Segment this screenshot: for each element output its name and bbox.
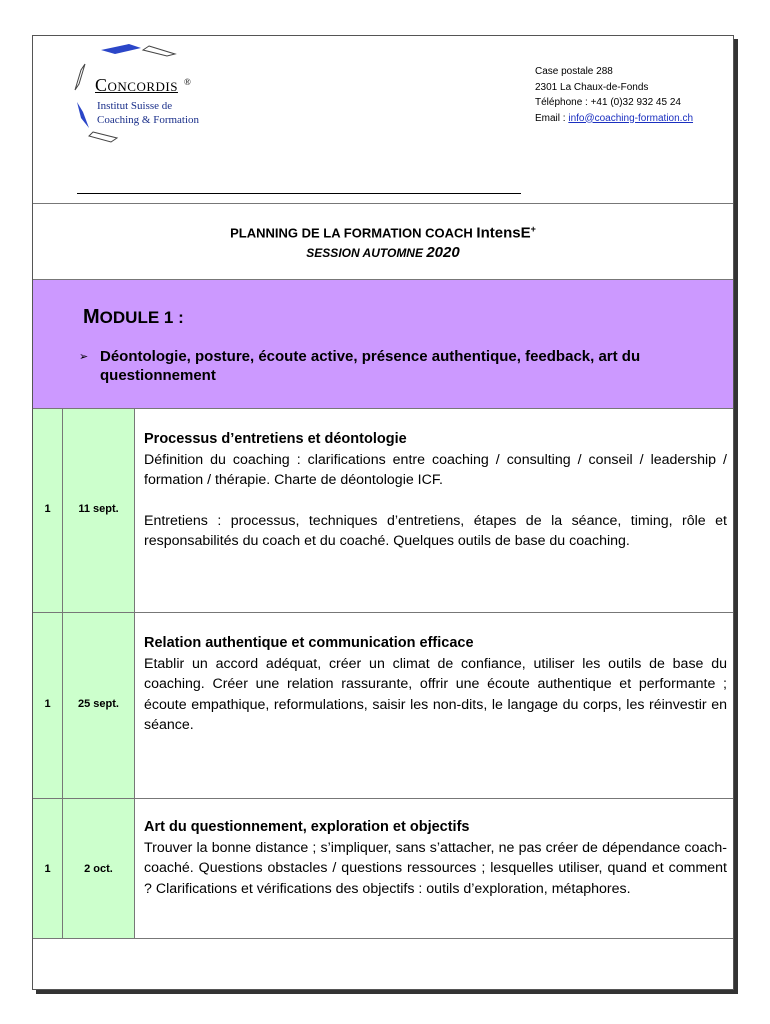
- contact-block: [535, 64, 693, 126]
- module-title-rest: ODULE 1 :: [99, 308, 184, 327]
- date-cell: [63, 409, 135, 612]
- letterhead: [33, 36, 733, 204]
- date-cell: [63, 799, 135, 938]
- contact-email: [535, 111, 693, 127]
- date-cell: [63, 613, 135, 798]
- session-date: 25 sept.: [78, 698, 119, 710]
- module-number: 1: [44, 863, 51, 875]
- module-title: [83, 306, 184, 329]
- session-description: Etablir un accord adéquat, créer un climat de confiance, utiliser les outils de base du coaching. Créer une relation rassurante, offrir une écoute authentique et performante ; écoute empathique, reformulations, saisir les non-dits, le langage du corps, les réinvestir en séance.: [144, 655, 727, 733]
- title-prefix: PLANNING DE LA FORMATION COACH: [230, 225, 477, 241]
- schedule-row: [33, 799, 733, 939]
- module-number: 1: [44, 503, 51, 515]
- session-content: [144, 633, 727, 736]
- module-banner: [33, 280, 733, 409]
- module-number: 1: [44, 698, 51, 710]
- session-year: 2020: [426, 244, 460, 261]
- module-title-initial: M: [83, 306, 100, 328]
- module-topic: Déontologie, posture, écoute active, présence authentique, feedback, art du questionnement: [100, 348, 641, 384]
- logo-wordmark: [95, 75, 191, 96]
- session-content: [144, 817, 727, 899]
- session-heading: Relation authentique et communication efficace: [144, 635, 474, 651]
- document-page: [32, 35, 734, 990]
- session-content: [144, 429, 727, 552]
- session-description: Définition du coaching : clarifications entre coaching / consulting / conseil / leadership / formation / thérapie. Charte de déontologie ICF.: [144, 451, 727, 488]
- title-line1: [33, 224, 733, 241]
- session-date: 11 sept.: [78, 503, 119, 515]
- logo-graphic: [71, 42, 271, 152]
- session-heading: Processus d’entretiens et déontologie: [144, 431, 407, 447]
- module-number-cell: [33, 799, 63, 938]
- schedule-row: [33, 409, 733, 613]
- session-description: Trouver la bonne distance ; s’impliquer, sans s’attacher, ne pas créer de dépendance coach-coaché. Questions obstacles / questions ressources ; lesquelles utiliser, quand et comment ? Clarifications et vérifications des objectifs : outils d’exploration, métaphores.: [144, 839, 727, 897]
- title-sup: +: [530, 224, 536, 234]
- contact-phone: Téléphone : +41 (0)32 932 45 24: [535, 97, 681, 108]
- schedule-row: [33, 613, 733, 799]
- contact-city: 2301 La Chaux-de-Fonds: [535, 81, 649, 93]
- module-number-cell: [33, 613, 63, 798]
- email-link[interactable]: info@coaching-formation.ch: [568, 112, 694, 124]
- session-date: 2 oct.: [84, 863, 113, 875]
- session-label: SESSION AUTOMNE: [306, 246, 427, 260]
- header-divider: [77, 193, 521, 194]
- title-line2: [33, 244, 733, 261]
- logo-subtitle-line2: Coaching & Formation: [97, 114, 200, 126]
- session-heading: Art du questionnement, exploration et objectifs: [144, 819, 470, 835]
- session-description-2: Entretiens : processus, techniques d’entretiens, étapes de la séance, timing, rôle et responsabilités du coach et du coaché. Quelques outils de base du coaching.: [144, 512, 727, 549]
- empty-footer-row: [33, 938, 733, 989]
- title-brand: IntensE: [476, 224, 531, 242]
- logo-wordmark-text: Concordis: [95, 75, 178, 95]
- document-title: [33, 204, 733, 280]
- registered-mark: ®: [183, 77, 192, 88]
- arrow-bullet-icon: ➢: [79, 351, 89, 363]
- contact-postbox: Case postale 288: [535, 66, 613, 77]
- logo-subtitle-line1: Institut Suisse de: [97, 100, 173, 112]
- email-label: Email :: [535, 112, 569, 124]
- module-number-cell: [33, 409, 63, 612]
- concordis-logo: [71, 42, 271, 152]
